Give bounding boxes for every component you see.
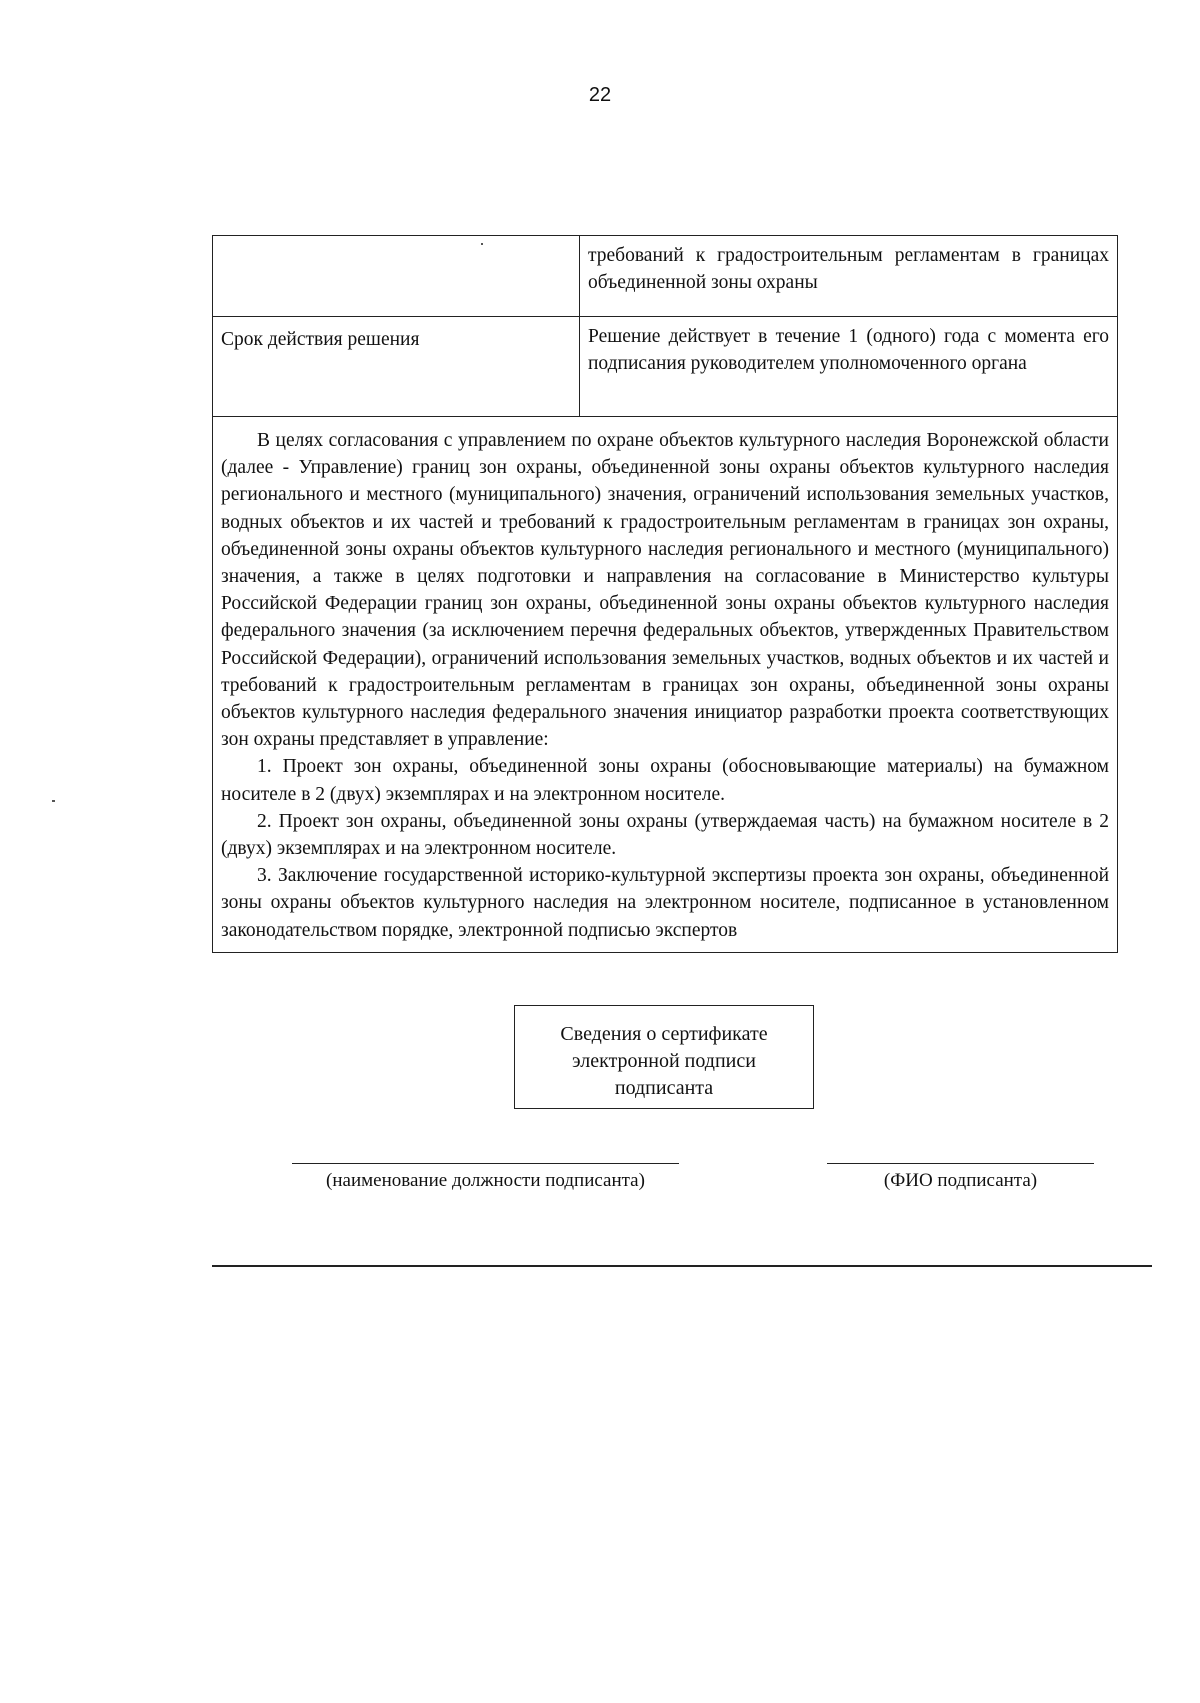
name-signature-line xyxy=(827,1163,1094,1164)
list-item: 1. Проект зон охраны, объединенной зоны охраны (обосновывающие материалы) на бумажном носителе в 2 (двух) экземплярах и на электронном носителе. xyxy=(221,756,1109,805)
certificate-line: подписанта xyxy=(614,1077,714,1099)
table-cell-requirements: требований к градостроительным регламентам в границах объединенной зоны охраны xyxy=(580,236,1118,317)
list-item: 3. Заключение государственной историко-культурной экспертизы проекта зон охраны, объединенной зоны охраны объектов культурного наследия на электронном носителе, подписанное в установленном законодательством порядке, электронной подписью экспертов xyxy=(221,865,1109,941)
decision-table xyxy=(212,235,1118,953)
position-signature-line xyxy=(292,1163,679,1164)
validity-value: Решение действует в течение 1 (одного) года с момента его подписания руководителем уполномоченного органа xyxy=(580,317,1118,417)
certificate-line: электронной подписи xyxy=(572,1050,756,1072)
bottom-divider xyxy=(212,1265,1152,1267)
position-caption: (наименование должности подписанта) xyxy=(326,1170,645,1191)
name-caption: (ФИО подписанта) xyxy=(883,1170,1038,1191)
list-item: 2. Проект зон охраны, объединенной зоны охраны (утверждаемая часть) на бумажном носителе в 2 (двух) экземплярах и на электронном носителе. xyxy=(221,810,1109,860)
validity-label: Срок действия решения xyxy=(213,317,580,417)
approval-requirements-cell xyxy=(213,417,1118,953)
certificate-info-box xyxy=(514,1005,814,1109)
page-number: 22 xyxy=(588,84,612,106)
scan-speck xyxy=(481,243,483,245)
table-row xyxy=(213,236,1118,317)
table-cell-empty xyxy=(213,236,580,317)
table-row xyxy=(213,317,1118,417)
table-row xyxy=(213,417,1118,953)
intro-paragraph: В целях согласования с управлением по охране объектов культурного наследия Воронежской области (далее - Управление) границ зон охраны, объединенной зоны охраны объектов культурного наследия регионального и местного (муниципального) значения, ограничений использования земельных участков, водных объектов и их частей и требований к градостроительным регламентам в границах зон охраны, объединенной зоны охраны объектов культурного наследия регионального и местного (муниципального) значения, а также в целях подготовки и направления на согласование в Министерство культуры Российской Федерации границ зон охраны, объединенной зоны охраны объектов культурного наследия федерального значения (за исключением перечня федеральных объектов, утвержденных Правительством Российской Федерации), ограничений использования земельных участков, водных объектов и их частей и требований к градостроительным регламентам в границах зон охраны, объединенной зоны охраны объектов культурного наследия федерального значения инициатор разработки проекта соответствующих зон охраны представляет в управление: xyxy=(221,430,1109,751)
certificate-line: Сведения о сертификате xyxy=(560,1023,768,1045)
scan-speck xyxy=(52,800,55,802)
